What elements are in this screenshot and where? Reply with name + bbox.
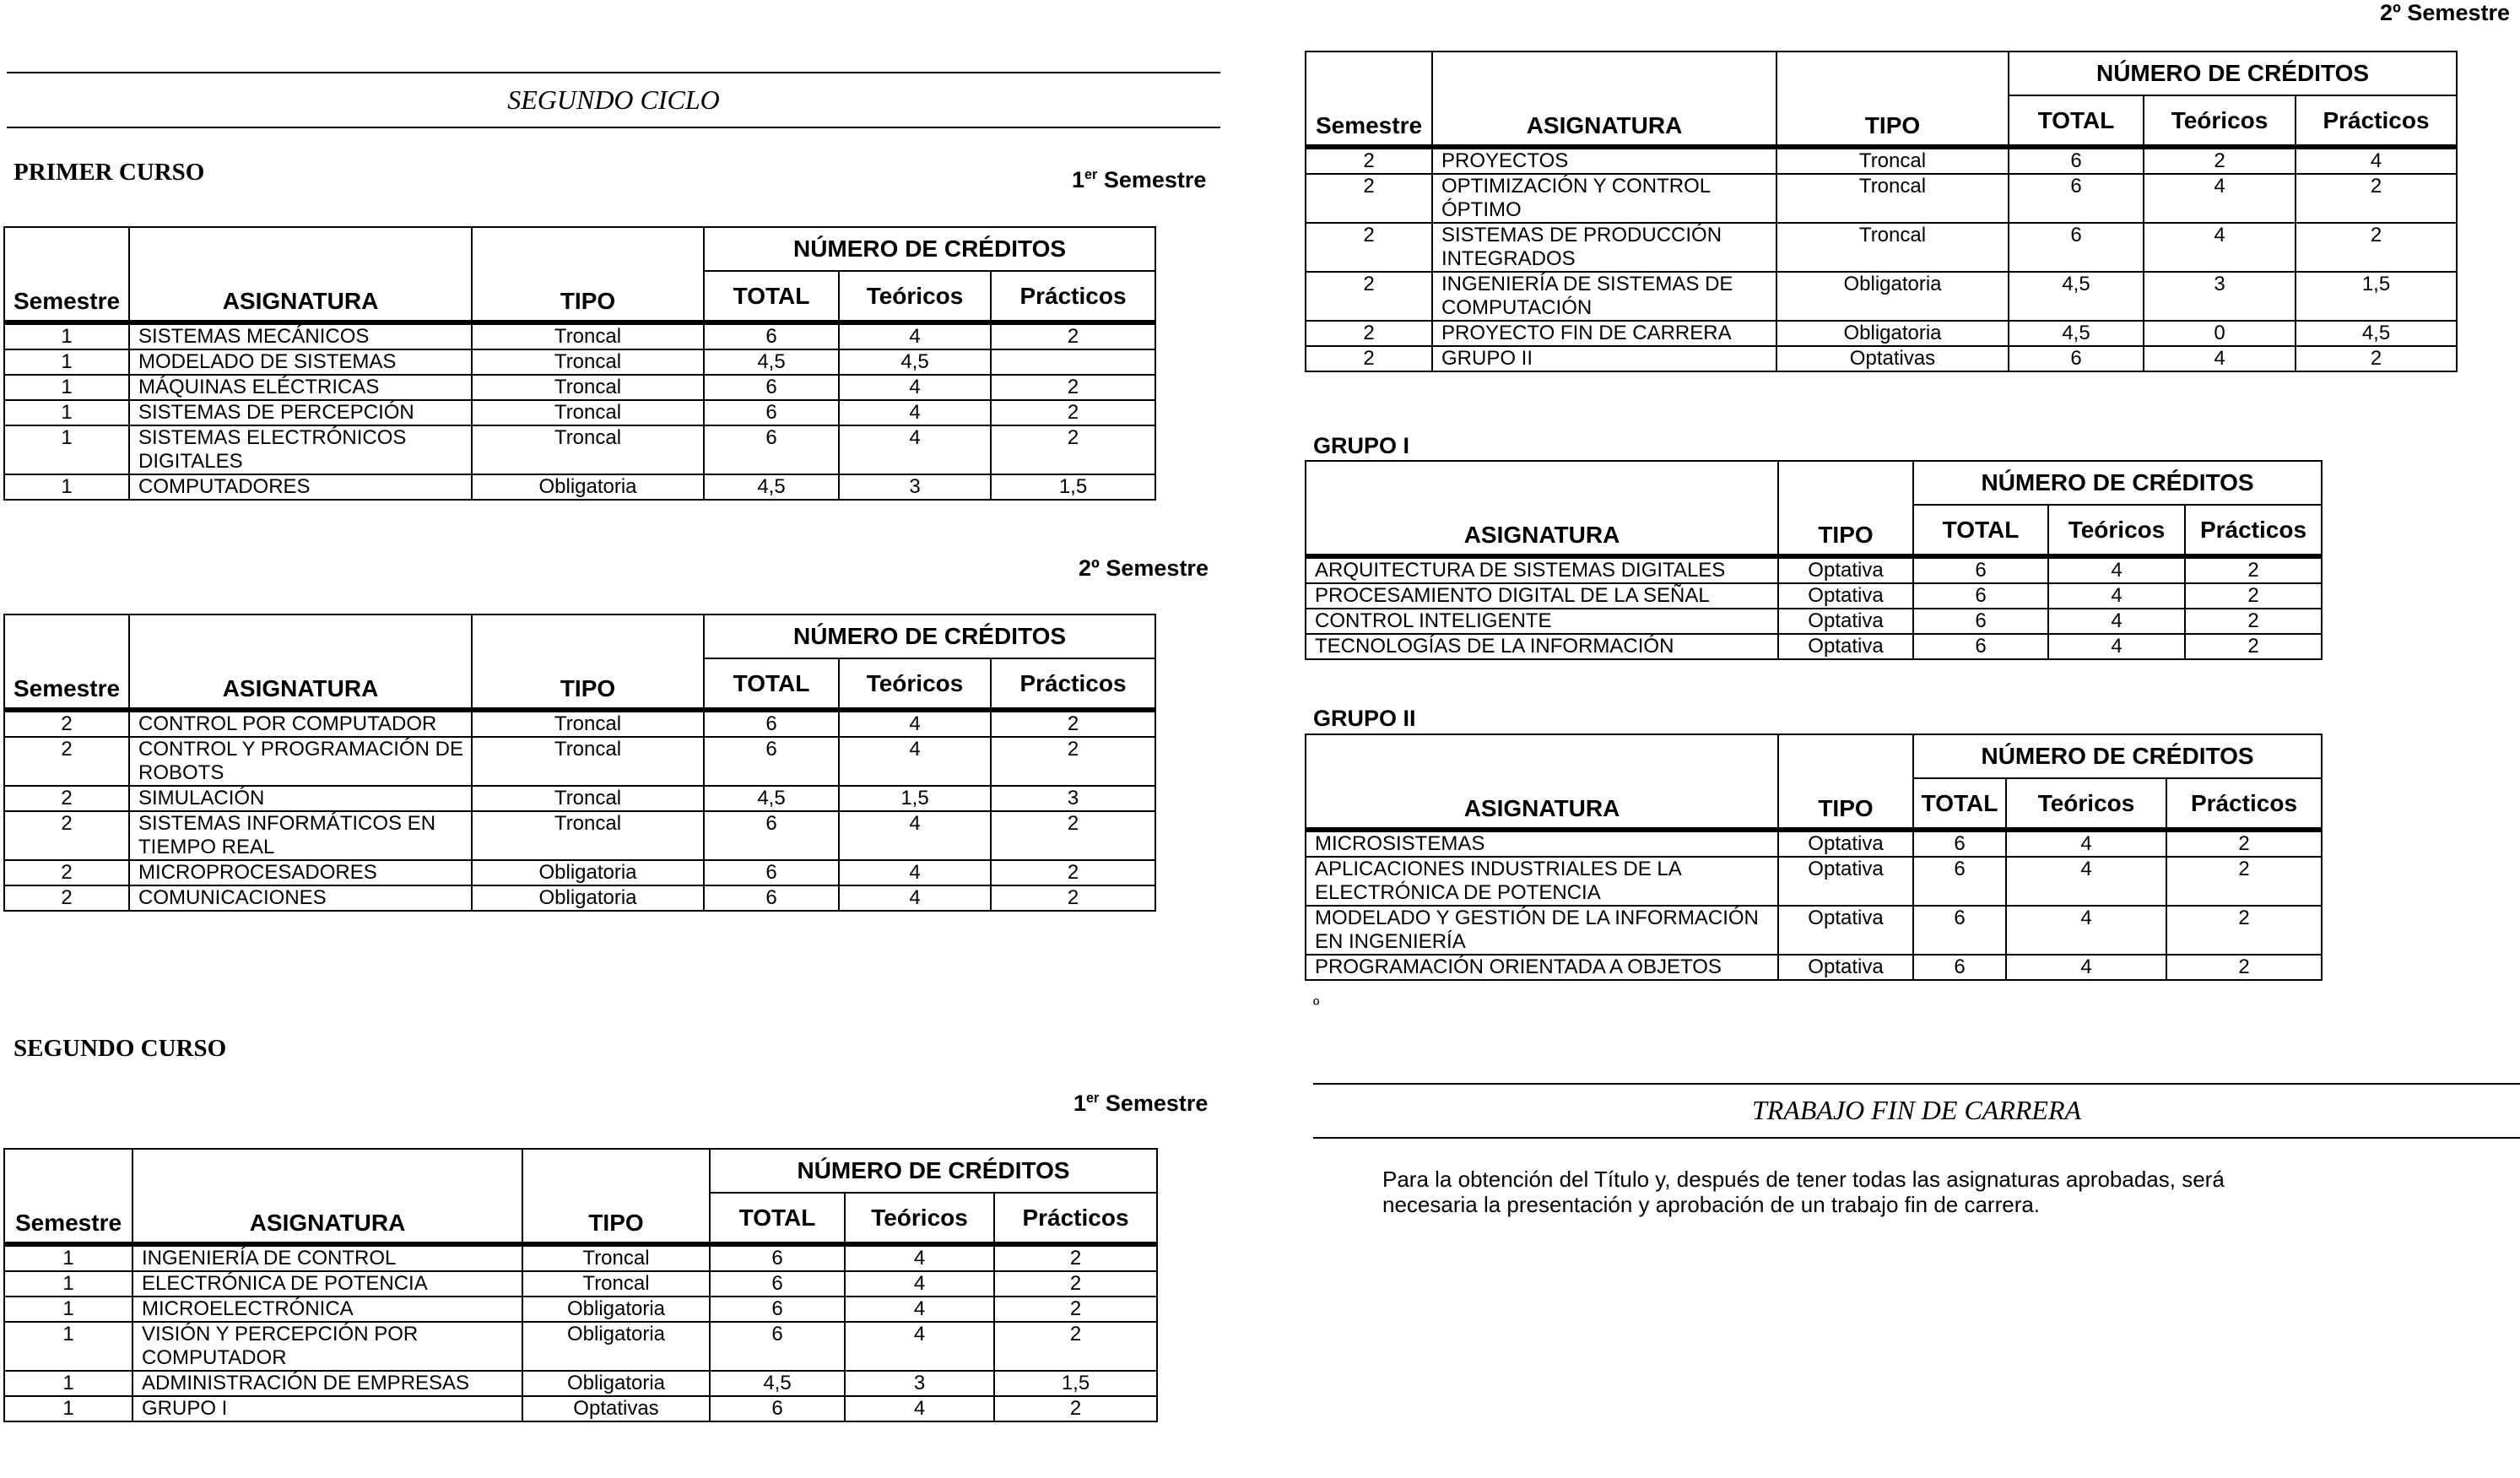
cell-total: 6 bbox=[1913, 955, 2006, 980]
cell-practicos: 2 bbox=[991, 860, 1155, 885]
cell-tipo: Obligatoria bbox=[522, 1371, 710, 1396]
cell-tipo: Obligatoria bbox=[1776, 321, 2009, 346]
section-title: SEGUNDO CICLO bbox=[507, 84, 720, 115]
cell-semestre: 1 bbox=[4, 1396, 132, 1421]
cell-asignatura: SISTEMAS DE PRODUCCIÓN INTEGRADOS bbox=[1432, 223, 1776, 272]
cell-semestre: 2 bbox=[4, 811, 129, 860]
table-row bbox=[4, 1371, 1157, 1396]
col-header-total: TOTAL bbox=[704, 271, 839, 322]
cell-practicos: 2 bbox=[991, 737, 1155, 786]
col-header-teoricos: Teóricos bbox=[2144, 95, 2296, 147]
cell-total: 6 bbox=[704, 811, 839, 860]
col-header-tipo: TIPO bbox=[1778, 778, 1913, 830]
col-header-asignatura: ASIGNATURA bbox=[1306, 505, 1778, 556]
cell-semestre: 1 bbox=[4, 1322, 132, 1371]
cell-asignatura: SISTEMAS DE PERCEPCIÓN bbox=[129, 400, 472, 425]
cell-semestre: 2 bbox=[1306, 223, 1432, 272]
cell-practicos: 2 bbox=[991, 322, 1155, 349]
table-row bbox=[4, 860, 1155, 885]
cell-semestre: 1 bbox=[4, 400, 129, 425]
primer-curso-sem1-label: 1er Semestre bbox=[1072, 167, 1207, 192]
table-row bbox=[1306, 609, 2322, 634]
cell-tipo: Obligatoria bbox=[1776, 272, 2009, 321]
cell-total: 6 bbox=[704, 737, 839, 786]
cell-total: 6 bbox=[2009, 174, 2144, 223]
cell-semestre: 2 bbox=[4, 737, 129, 786]
cell-total: 6 bbox=[710, 1322, 845, 1371]
table-row bbox=[4, 1396, 1157, 1421]
cell-practicos: 2 bbox=[991, 710, 1155, 737]
col-header-semestre: Semestre bbox=[1306, 95, 1432, 147]
creditos-group-header: NÚMERO DE CRÉDITOS bbox=[2009, 51, 2457, 95]
cell-practicos: 2 bbox=[2296, 223, 2457, 272]
cell-total: 4,5 bbox=[710, 1371, 845, 1396]
cell-total: 6 bbox=[1913, 830, 2006, 857]
segundo-curso-sem1-table bbox=[3, 1148, 1158, 1422]
cell-semestre: 2 bbox=[1306, 174, 1432, 223]
col-header-total: TOTAL bbox=[710, 1193, 845, 1244]
cell-tipo: Troncal bbox=[522, 1244, 710, 1271]
col-header-total: TOTAL bbox=[1913, 778, 2006, 830]
cell-tipo: Optativas bbox=[522, 1396, 710, 1421]
cell-asignatura: SIMULACIÓN bbox=[129, 786, 472, 811]
cell-practicos: 1,5 bbox=[2296, 272, 2457, 321]
cell-asignatura: VISIÓN Y PERCEPCIÓN POR COMPUTADOR bbox=[132, 1322, 522, 1371]
cell-asignatura: INGENIERÍA DE CONTROL bbox=[132, 1244, 522, 1271]
table-row bbox=[1306, 906, 2322, 955]
col-header-asignatura: ASIGNATURA bbox=[129, 658, 472, 710]
cell-semestre: 2 bbox=[1306, 346, 1432, 371]
cell-teoricos: 4 bbox=[2006, 857, 2166, 906]
cell-practicos: 2 bbox=[2166, 906, 2322, 955]
col-header-practicos: Prácticos bbox=[2166, 778, 2322, 830]
cell-teoricos: 4 bbox=[2048, 556, 2185, 583]
col-header-practicos: Prácticos bbox=[991, 658, 1155, 710]
cell-practicos: 4,5 bbox=[2296, 321, 2457, 346]
cell-tipo: Troncal bbox=[522, 1271, 710, 1297]
cell-tipo: Troncal bbox=[1776, 147, 2009, 174]
table-row bbox=[1306, 174, 2457, 223]
cell-total: 6 bbox=[704, 885, 839, 911]
col-header-semestre: Semestre bbox=[4, 1193, 132, 1244]
cell-tipo: Troncal bbox=[472, 786, 704, 811]
cell-asignatura: ADMINISTRACIÓN DE EMPRESAS bbox=[132, 1371, 522, 1396]
grupo-i-title: GRUPO I bbox=[1313, 433, 1410, 458]
col-header-asignatura: ASIGNATURA bbox=[1432, 95, 1776, 147]
creditos-group-header: NÚMERO DE CRÉDITOS bbox=[704, 227, 1155, 271]
cell-asignatura: ELECTRÓNICA DE POTENCIA bbox=[132, 1271, 522, 1297]
col-header-tipo: TIPO bbox=[472, 271, 704, 322]
cell-practicos: 3 bbox=[991, 786, 1155, 811]
cell-total: 6 bbox=[704, 710, 839, 737]
cell-practicos: 2 bbox=[2296, 174, 2457, 223]
cell-practicos: 2 bbox=[991, 400, 1155, 425]
table-row bbox=[1306, 321, 2457, 346]
cell-teoricos: 4 bbox=[839, 375, 991, 400]
cell-tipo: Optativas bbox=[1776, 346, 2009, 371]
cell-teoricos: 4 bbox=[2048, 609, 2185, 634]
table-row bbox=[4, 811, 1155, 860]
cell-asignatura: APLICACIONES INDUSTRIALES DE LA ELECTRÓNICA DE POTENCIA bbox=[1306, 857, 1778, 906]
col-header-tipo: TIPO bbox=[1778, 505, 1913, 556]
cell-total: 6 bbox=[710, 1244, 845, 1271]
cell-total: 4,5 bbox=[704, 474, 839, 500]
cell-total: 6 bbox=[710, 1396, 845, 1421]
col-header-practicos: Prácticos bbox=[991, 271, 1155, 322]
cell-total: 6 bbox=[1913, 556, 2048, 583]
segundo-curso-sem1-label: 1er Semestre bbox=[1073, 1091, 1209, 1116]
cell-semestre: 2 bbox=[1306, 321, 1432, 346]
table-row bbox=[1306, 147, 2457, 174]
segundo-curso-sem2-table bbox=[1305, 51, 2458, 372]
primer-curso-sem1-table bbox=[3, 226, 1156, 501]
footnote-mark: º bbox=[1313, 996, 1320, 1015]
cell-teoricos: 4 bbox=[2006, 830, 2166, 857]
cell-teoricos: 4 bbox=[839, 400, 991, 425]
cell-teoricos: 4 bbox=[2006, 906, 2166, 955]
cell-total: 6 bbox=[710, 1297, 845, 1322]
cell-tipo: Troncal bbox=[472, 425, 704, 474]
cell-semestre: 1 bbox=[4, 474, 129, 500]
cell-total: 6 bbox=[704, 375, 839, 400]
cell-tipo: Troncal bbox=[472, 375, 704, 400]
col-header-semestre: Semestre bbox=[4, 658, 129, 710]
cell-practicos: 2 bbox=[2166, 830, 2322, 857]
cell-asignatura: PROGRAMACIÓN ORIENTADA A OBJETOS bbox=[1306, 955, 1778, 980]
cell-asignatura: INGENIERÍA DE SISTEMAS DE COMPUTACIÓN bbox=[1432, 272, 1776, 321]
cell-tipo: Troncal bbox=[472, 710, 704, 737]
cell-semestre: 1 bbox=[4, 1271, 132, 1297]
cell-semestre: 1 bbox=[4, 322, 129, 349]
creditos-group-header: NÚMERO DE CRÉDITOS bbox=[1913, 734, 2322, 778]
cell-total: 4,5 bbox=[704, 786, 839, 811]
section-rule-top bbox=[7, 72, 1220, 73]
cell-practicos: 4 bbox=[2296, 147, 2457, 174]
top-right-semester-label: 2º Semestre bbox=[2380, 0, 2510, 25]
table-row bbox=[4, 1297, 1157, 1322]
cell-practicos: 2 bbox=[991, 885, 1155, 911]
cell-tipo: Optativa bbox=[1778, 609, 1913, 634]
cell-practicos: 2 bbox=[994, 1271, 1157, 1297]
cell-practicos: 2 bbox=[994, 1244, 1157, 1271]
primer-curso-sem2-table bbox=[3, 614, 1156, 912]
cell-practicos bbox=[991, 349, 1155, 375]
cell-tipo: Troncal bbox=[1776, 223, 2009, 272]
cell-semestre: 2 bbox=[4, 710, 129, 737]
cell-asignatura: CONTROL Y PROGRAMACIÓN DE ROBOTS bbox=[129, 737, 472, 786]
cell-practicos: 2 bbox=[2296, 346, 2457, 371]
col-header-tipo: TIPO bbox=[472, 658, 704, 710]
col-header-teoricos: Teóricos bbox=[2048, 505, 2185, 556]
cell-tipo: Optativa bbox=[1778, 830, 1913, 857]
creditos-group-header: NÚMERO DE CRÉDITOS bbox=[710, 1149, 1157, 1193]
cell-asignatura: SISTEMAS ELECTRÓNICOS DIGITALES bbox=[129, 425, 472, 474]
cell-teoricos: 4 bbox=[2006, 955, 2166, 980]
cell-semestre: 1 bbox=[4, 1371, 132, 1396]
table-row bbox=[4, 1322, 1157, 1371]
col-header-practicos: Prácticos bbox=[2185, 505, 2322, 556]
cell-semestre: 1 bbox=[4, 425, 129, 474]
cell-tipo: Troncal bbox=[472, 811, 704, 860]
table-row bbox=[4, 349, 1155, 375]
table-row bbox=[4, 400, 1155, 425]
cell-semestre: 2 bbox=[1306, 272, 1432, 321]
section-rule-bottom bbox=[7, 127, 1220, 128]
table-row bbox=[4, 1244, 1157, 1271]
cell-asignatura: MODELADO DE SISTEMAS bbox=[129, 349, 472, 375]
cell-teoricos: 4 bbox=[845, 1244, 994, 1271]
cell-practicos: 2 bbox=[991, 811, 1155, 860]
cell-asignatura: SISTEMAS MECÁNICOS bbox=[129, 322, 472, 349]
cell-asignatura: CONTROL INTELIGENTE bbox=[1306, 609, 1778, 634]
cell-asignatura: MICROELECTRÓNICA bbox=[132, 1297, 522, 1322]
col-header-total: TOTAL bbox=[2009, 95, 2144, 147]
cell-asignatura: MICROPROCESADORES bbox=[129, 860, 472, 885]
cell-asignatura: CONTROL POR COMPUTADOR bbox=[129, 710, 472, 737]
cell-total: 6 bbox=[704, 322, 839, 349]
cell-teoricos: 4 bbox=[839, 710, 991, 737]
cell-semestre: 1 bbox=[4, 349, 129, 375]
cell-tipo: Troncal bbox=[472, 349, 704, 375]
cell-asignatura: GRUPO I bbox=[132, 1396, 522, 1421]
col-header-tipo: TIPO bbox=[522, 1193, 710, 1244]
cell-asignatura: SISTEMAS INFORMÁTICOS EN TIEMPO REAL bbox=[129, 811, 472, 860]
segundo-curso-title: SEGUNDO CURSO bbox=[14, 1035, 227, 1062]
cell-practicos: 2 bbox=[2185, 583, 2322, 609]
cell-total: 6 bbox=[1913, 857, 2006, 906]
cell-total: 6 bbox=[704, 425, 839, 474]
trabajo-rule-bottom bbox=[1313, 1137, 2520, 1139]
cell-tipo: Obligatoria bbox=[522, 1297, 710, 1322]
cell-teoricos: 0 bbox=[2144, 321, 2296, 346]
cell-practicos: 2 bbox=[2166, 955, 2322, 980]
cell-semestre: 2 bbox=[4, 786, 129, 811]
table-row bbox=[1306, 857, 2322, 906]
cell-total: 6 bbox=[704, 400, 839, 425]
cell-practicos: 2 bbox=[994, 1297, 1157, 1322]
cell-teoricos: 4 bbox=[2144, 346, 2296, 371]
cell-teoricos: 4,5 bbox=[839, 349, 991, 375]
cell-practicos: 2 bbox=[2185, 634, 2322, 659]
cell-teoricos: 4 bbox=[839, 860, 991, 885]
cell-teoricos: 4 bbox=[845, 1297, 994, 1322]
col-header-total: TOTAL bbox=[704, 658, 839, 710]
cell-asignatura: TECNOLOGÍAS DE LA INFORMACIÓN bbox=[1306, 634, 1778, 659]
creditos-group-header: NÚMERO DE CRÉDITOS bbox=[1913, 461, 2322, 505]
primer-curso-title: PRIMER CURSO bbox=[14, 159, 205, 186]
cell-total: 6 bbox=[704, 860, 839, 885]
grupo-ii-title: GRUPO II bbox=[1313, 706, 1416, 731]
primer-curso-sem2-label: 2º Semestre bbox=[1079, 555, 1209, 581]
cell-teoricos: 3 bbox=[839, 474, 991, 500]
col-header-semestre: Semestre bbox=[4, 271, 129, 322]
cell-practicos: 1,5 bbox=[994, 1371, 1157, 1396]
cell-tipo: Optativa bbox=[1778, 634, 1913, 659]
cell-practicos: 1,5 bbox=[991, 474, 1155, 500]
cell-teoricos: 4 bbox=[845, 1396, 994, 1421]
cell-teoricos: 2 bbox=[2144, 147, 2296, 174]
table-row bbox=[1306, 634, 2322, 659]
col-header-total: TOTAL bbox=[1913, 505, 2048, 556]
cell-total: 6 bbox=[2009, 223, 2144, 272]
table-row bbox=[1306, 955, 2322, 980]
cell-teoricos: 1,5 bbox=[839, 786, 991, 811]
trabajo-text bbox=[1382, 1167, 2225, 1217]
cell-asignatura: PROYECTOS bbox=[1432, 147, 1776, 174]
cell-total: 6 bbox=[2009, 147, 2144, 174]
cell-total: 6 bbox=[710, 1271, 845, 1297]
cell-asignatura: PROCESAMIENTO DIGITAL DE LA SEÑAL bbox=[1306, 583, 1778, 609]
cell-teoricos: 4 bbox=[2048, 583, 2185, 609]
cell-teoricos: 4 bbox=[839, 425, 991, 474]
cell-teoricos: 4 bbox=[2144, 223, 2296, 272]
cell-semestre: 2 bbox=[1306, 147, 1432, 174]
cell-total: 4,5 bbox=[704, 349, 839, 375]
cell-tipo: Troncal bbox=[472, 400, 704, 425]
cell-tipo: Obligatoria bbox=[472, 860, 704, 885]
cell-total: 6 bbox=[1913, 609, 2048, 634]
col-header-tipo: TIPO bbox=[1776, 95, 2009, 147]
table-row bbox=[4, 474, 1155, 500]
cell-asignatura: OPTIMIZACIÓN Y CONTROL ÓPTIMO bbox=[1432, 174, 1776, 223]
cell-total: 6 bbox=[1913, 583, 2048, 609]
table-row bbox=[4, 710, 1155, 737]
col-header-teoricos: Teóricos bbox=[839, 271, 991, 322]
cell-practicos: 2 bbox=[2185, 609, 2322, 634]
cell-semestre: 2 bbox=[4, 860, 129, 885]
cell-teoricos: 4 bbox=[845, 1322, 994, 1371]
table-row bbox=[4, 375, 1155, 400]
cell-practicos: 2 bbox=[994, 1396, 1157, 1421]
cell-semestre: 2 bbox=[4, 885, 129, 911]
cell-practicos: 2 bbox=[994, 1322, 1157, 1371]
cell-tipo: Troncal bbox=[472, 737, 704, 786]
cell-asignatura: PROYECTO FIN DE CARRERA bbox=[1432, 321, 1776, 346]
trabajo-text-line1: Para la obtención del Título y, después de tener todas las asignaturas aprobadas, será bbox=[1382, 1167, 2225, 1192]
cell-teoricos: 3 bbox=[2144, 272, 2296, 321]
col-header-asignatura: ASIGNATURA bbox=[132, 1193, 522, 1244]
cell-semestre: 1 bbox=[4, 375, 129, 400]
cell-teoricos: 4 bbox=[845, 1271, 994, 1297]
cell-total: 6 bbox=[1913, 906, 2006, 955]
trabajo-text-line2: necesaria la presentación y aprobación de un trabajo fin de carrera. bbox=[1382, 1192, 2041, 1217]
col-header-teoricos: Teóricos bbox=[2006, 778, 2166, 830]
cell-total: 6 bbox=[1913, 634, 2048, 659]
cell-asignatura: COMUNICACIONES bbox=[129, 885, 472, 911]
cell-tipo: Optativa bbox=[1778, 955, 1913, 980]
cell-teoricos: 4 bbox=[839, 885, 991, 911]
cell-tipo: Optativa bbox=[1778, 556, 1913, 583]
trabajo-title: TRABAJO FIN DE CARRERA bbox=[1751, 1095, 2082, 1125]
cell-asignatura: ARQUITECTURA DE SISTEMAS DIGITALES bbox=[1306, 556, 1778, 583]
cell-teoricos: 4 bbox=[2144, 174, 2296, 223]
cell-tipo: Optativa bbox=[1778, 906, 1913, 955]
cell-asignatura: COMPUTADORES bbox=[129, 474, 472, 500]
table-row bbox=[1306, 556, 2322, 583]
creditos-group-header: NÚMERO DE CRÉDITOS bbox=[704, 614, 1155, 658]
col-header-asignatura: ASIGNATURA bbox=[129, 271, 472, 322]
col-header-asignatura: ASIGNATURA bbox=[1306, 778, 1778, 830]
cell-total: 6 bbox=[2009, 346, 2144, 371]
cell-practicos: 2 bbox=[991, 425, 1155, 474]
cell-tipo: Troncal bbox=[472, 322, 704, 349]
table-row bbox=[4, 322, 1155, 349]
cell-tipo: Obligatoria bbox=[522, 1322, 710, 1371]
cell-total: 4,5 bbox=[2009, 321, 2144, 346]
cell-asignatura: MÁQUINAS ELÉCTRICAS bbox=[129, 375, 472, 400]
grupo-ii-table bbox=[1305, 734, 2323, 981]
table-row bbox=[4, 425, 1155, 474]
table-row bbox=[1306, 272, 2457, 321]
col-header-practicos: Prácticos bbox=[2296, 95, 2457, 147]
cell-practicos: 2 bbox=[991, 375, 1155, 400]
grupo-i-table bbox=[1305, 460, 2323, 660]
cell-semestre: 1 bbox=[4, 1297, 132, 1322]
table-row bbox=[4, 737, 1155, 786]
table-row bbox=[1306, 583, 2322, 609]
cell-semestre: 1 bbox=[4, 1244, 132, 1271]
cell-teoricos: 4 bbox=[2048, 634, 2185, 659]
cell-tipo: Obligatoria bbox=[472, 885, 704, 911]
cell-asignatura: MICROSISTEMAS bbox=[1306, 830, 1778, 857]
table-row bbox=[4, 885, 1155, 911]
cell-teoricos: 4 bbox=[839, 322, 991, 349]
cell-tipo: Optativa bbox=[1778, 857, 1913, 906]
cell-teoricos: 4 bbox=[839, 737, 991, 786]
table-row bbox=[1306, 830, 2322, 857]
col-header-teoricos: Teóricos bbox=[839, 658, 991, 710]
col-header-practicos: Prácticos bbox=[994, 1193, 1157, 1244]
cell-total: 4,5 bbox=[2009, 272, 2144, 321]
cell-tipo: Optativa bbox=[1778, 583, 1913, 609]
col-header-teoricos: Teóricos bbox=[845, 1193, 994, 1244]
table-row bbox=[4, 1271, 1157, 1297]
cell-teoricos: 4 bbox=[839, 811, 991, 860]
cell-asignatura: GRUPO II bbox=[1432, 346, 1776, 371]
cell-practicos: 2 bbox=[2185, 556, 2322, 583]
cell-practicos: 2 bbox=[2166, 857, 2322, 906]
table-row bbox=[1306, 223, 2457, 272]
trabajo-rule-top bbox=[1313, 1083, 2520, 1085]
table-row bbox=[4, 786, 1155, 811]
cell-tipo: Obligatoria bbox=[472, 474, 704, 500]
cell-teoricos: 3 bbox=[845, 1371, 994, 1396]
cell-asignatura: MODELADO Y GESTIÓN DE LA INFORMACIÓN EN INGENIERÍA bbox=[1306, 906, 1778, 955]
cell-tipo: Troncal bbox=[1776, 174, 2009, 223]
table-row bbox=[1306, 346, 2457, 371]
